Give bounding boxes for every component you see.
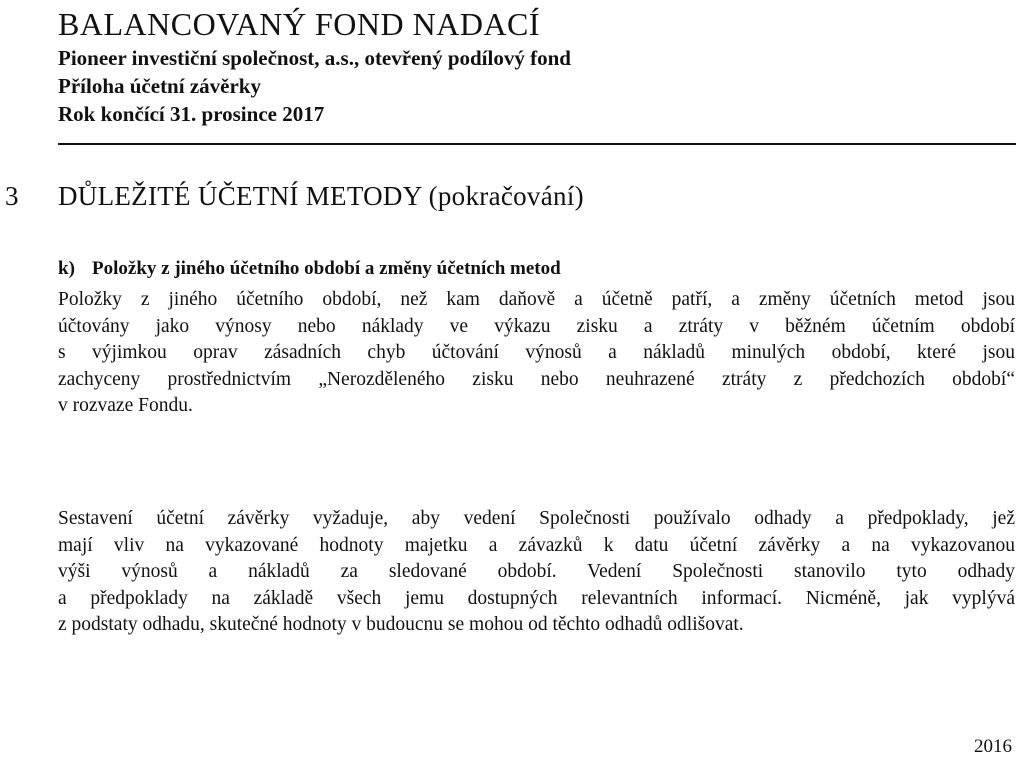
paragraph-line: výši výnosů a nákladů za sledované období. Vedení Společnosti stanovilo tyto odhady	[58, 561, 1015, 582]
paragraph-line: mají vliv na vykazované hodnoty majetku a závazků k datu účetní závěrky a na vykazovanou	[58, 534, 1015, 556]
section-number: 3	[5, 181, 19, 211]
paragraph-line: Položky z jiného účetního období, než kam daňově a účetně patří, a změny účetních metod jsou	[58, 289, 1015, 310]
paragraph-line: zachyceny prostřednictvím „Nerozděleného zisku nebo neuhrazené ztráty z předchozích období“	[58, 368, 1015, 390]
document-type: Příloha účetní závěrky	[58, 74, 261, 98]
paragraph-prior-period-items	[58, 287, 1015, 420]
paragraph-line: účtovány jako výnosy nebo náklady ve výkazu zisku a ztráty v běžném účetním období	[58, 315, 1015, 337]
paragraph-line: Sestavení účetní závěrky vyžaduje, aby vedení Společnosti používalo odhady a předpoklady, jež	[58, 508, 1015, 529]
page-number: 2016	[974, 736, 1012, 757]
paragraph-estimates	[58, 506, 1015, 639]
subsection-heading	[58, 254, 561, 284]
paragraph-line: z podstaty odhadu, skutečné hodnoty v budoucnu se mohou od těchto odhadů odlišovat.	[58, 614, 744, 635]
subsection-letter: k)	[58, 258, 75, 279]
header-divider	[58, 143, 1016, 145]
paragraph-line: s výjimkou oprav zásadních chyb účtování výnosů a nákladů minulých období, které jsou	[58, 342, 1015, 363]
reporting-period: Rok končící 31. prosince 2017	[58, 102, 325, 126]
company-name: Pioneer investiční společnost, a.s., otevřený podílový fond	[58, 46, 571, 70]
section-title: DŮLEŽITÉ ÚČETNÍ METODY (pokračování)	[58, 181, 584, 211]
paragraph-line: a předpoklady na základě všech jemu dostupných relevantních informací. Nicméně, jak vyplývá	[58, 587, 1015, 609]
paragraph-line: v rozvaze Fondu.	[58, 395, 193, 416]
subsection-title: Položky z jiného účetního období a změny účetních metod	[92, 258, 561, 279]
fund-title: BALANCOVANÝ FOND NADACÍ	[58, 6, 541, 42]
document-header	[58, 0, 1016, 128]
